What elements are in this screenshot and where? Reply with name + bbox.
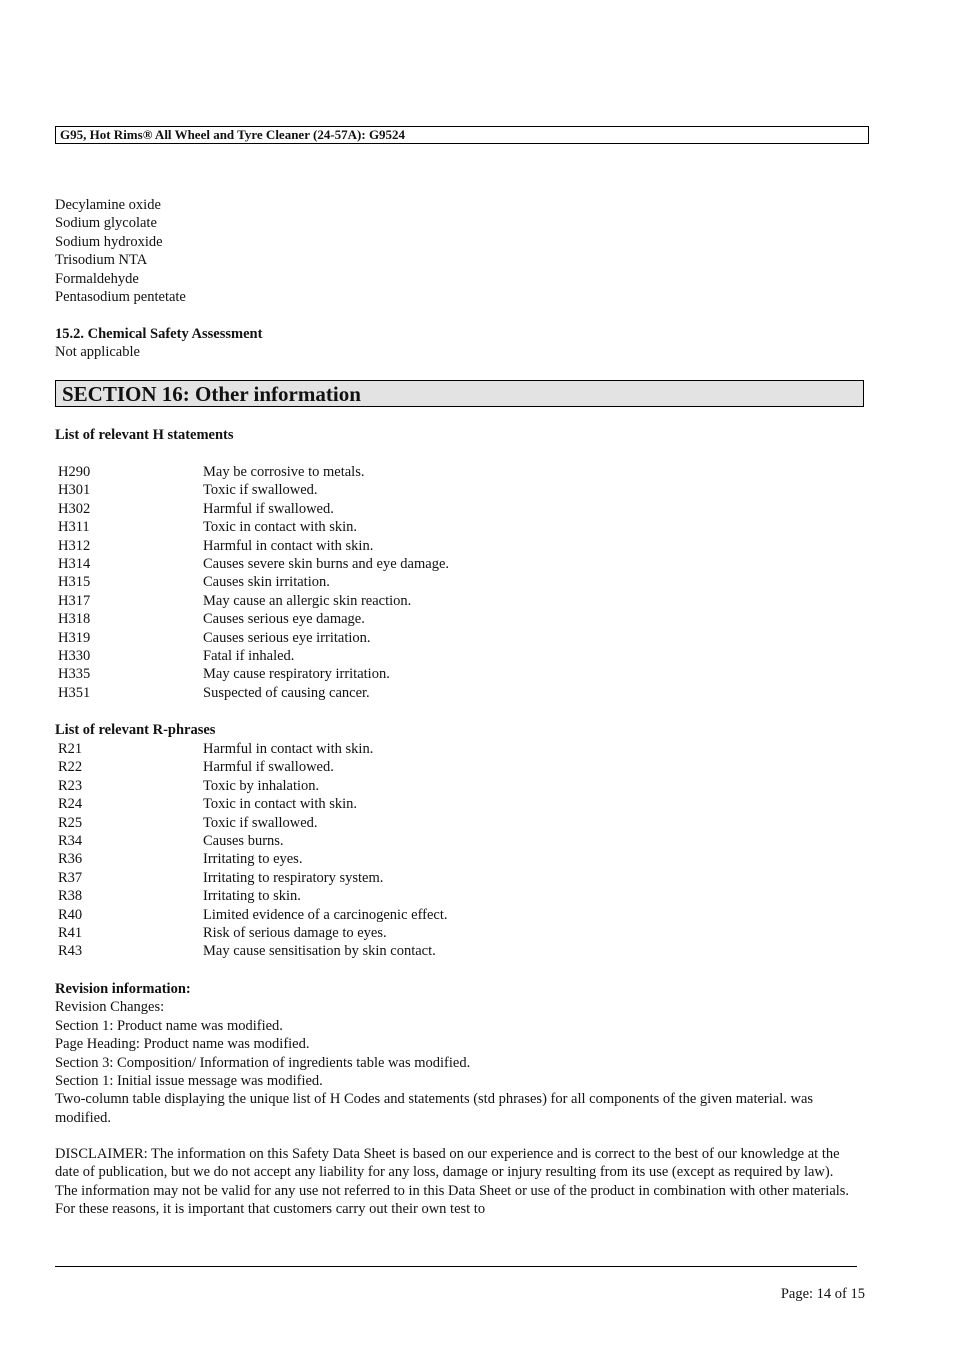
- table-row: [58, 869, 448, 887]
- h-code: H319: [58, 629, 91, 646]
- h-code: H318: [58, 611, 91, 628]
- r-code: R21: [58, 741, 83, 757]
- r-phrases-table: [58, 740, 448, 961]
- subsection-title: 15.2. Chemical Safety Assessment: [55, 326, 263, 342]
- h-statements-title: List of relevant H statements: [55, 427, 234, 443]
- h-text: Causes serious eye damage.: [203, 611, 365, 628]
- table-row: [58, 850, 448, 868]
- r-text: Harmful in contact with skin.: [203, 741, 374, 757]
- r-code: R38: [58, 888, 83, 905]
- r-code: R43: [58, 943, 83, 960]
- table-row: [58, 832, 448, 850]
- h-text: Fatal if inhaled.: [203, 648, 295, 665]
- table-row: [58, 463, 449, 481]
- r-text: Limited evidence of a carcinogenic effect.: [203, 906, 448, 923]
- footer-divider: [55, 1266, 857, 1267]
- r-text: Irritating to eyes.: [203, 851, 303, 868]
- r-text: Toxic in contact with skin.: [203, 796, 358, 813]
- h-text: Causes serious eye irritation.: [203, 629, 371, 646]
- ingredient-item: Pentasodium pentetate: [55, 289, 186, 306]
- h-code: H317: [58, 592, 91, 609]
- table-row: [58, 777, 448, 795]
- table-row: [58, 610, 449, 628]
- r-code: R37: [58, 869, 83, 886]
- ingredient-item: Sodium hydroxide: [55, 233, 163, 250]
- table-row: [58, 573, 449, 591]
- page-number: Page: 14 of 15: [780, 1286, 865, 1302]
- table-row: [58, 740, 448, 758]
- table-row: [58, 629, 449, 647]
- r-text: May cause sensitisation by skin contact.: [203, 943, 436, 960]
- h-text: Toxic if swallowed.: [203, 482, 318, 499]
- r-code: R36: [58, 851, 83, 868]
- r-code: R22: [58, 759, 83, 776]
- table-row: [58, 814, 448, 832]
- section-16-heading: SECTION 16: Other information: [55, 380, 864, 407]
- h-text: Harmful in contact with skin.: [203, 537, 374, 554]
- h-statements-table: [58, 463, 449, 702]
- revision-line: Section 1: Initial issue message was modified.: [55, 1073, 323, 1090]
- table-row: [58, 555, 449, 573]
- table-row: [58, 665, 449, 683]
- r-code: R25: [58, 814, 83, 831]
- h-code: H315: [58, 574, 91, 591]
- h-code: H351: [58, 684, 91, 701]
- h-text: Toxic in contact with skin.: [203, 519, 358, 536]
- table-row: [58, 592, 449, 610]
- h-code: H290: [58, 464, 91, 480]
- revision-line: Page Heading: Product name was modified.: [55, 1036, 310, 1053]
- subsection-value: Not applicable: [55, 344, 140, 361]
- h-text: Causes severe skin burns and eye damage.: [203, 556, 450, 573]
- revision-title: Revision information:: [55, 981, 191, 997]
- r-text: Toxic if swallowed.: [203, 814, 318, 831]
- r-code: R40: [58, 906, 83, 923]
- r-text: Harmful if swallowed.: [203, 759, 334, 776]
- table-row: [58, 887, 448, 905]
- ingredient-item: Decylamine oxide: [55, 197, 161, 213]
- ingredient-list: [55, 196, 186, 306]
- table-row: [58, 758, 448, 776]
- r-text: Irritating to skin.: [203, 888, 301, 905]
- h-text: May cause respiratory irritation.: [203, 666, 390, 683]
- r-text: Irritating to respiratory system.: [203, 869, 384, 886]
- h-code: H312: [58, 537, 91, 554]
- r-text: Causes burns.: [203, 833, 284, 850]
- r-text: Toxic by inhalation.: [203, 777, 320, 794]
- h-text: May cause an allergic skin reaction.: [203, 592, 412, 609]
- r-code: R34: [58, 833, 83, 850]
- h-code: H314: [58, 556, 91, 573]
- revision-line: Two-column table displaying the unique list of H Codes and statements (std phrases) for all components of the given material. was modified.: [55, 1091, 814, 1126]
- r-code: R41: [58, 925, 83, 942]
- revision-line: Section 1: Product name was modified.: [55, 1017, 283, 1034]
- disclaimer-text: DISCLAIMER: The information on this Safety Data Sheet is based on our experience and is correct to the best of our knowledge at the date of publication, but we do not accept any liability for any loss, damage or injury resulting from its use (except as required by law). The information may not be valid for any use not referred to in this Data Sheet or use of the product in combination with other materials. For these reasons, it is important that customers carry out their own test to: [55, 1146, 850, 1218]
- r-text: Risk of serious damage to eyes.: [203, 925, 387, 942]
- h-code: H301: [58, 482, 91, 499]
- table-row: [58, 795, 448, 813]
- table-row: [58, 500, 449, 518]
- h-text: Harmful if swallowed.: [203, 500, 334, 517]
- h-code: H330: [58, 648, 91, 665]
- table-row: [58, 684, 449, 702]
- document-header: G95, Hot Rims® All Wheel and Tyre Cleaner (24-57A): G9524: [55, 126, 869, 144]
- table-row: [58, 647, 449, 665]
- table-row: [58, 518, 449, 536]
- h-text: Causes skin irritation.: [203, 574, 330, 591]
- ingredient-item: Sodium glycolate: [55, 215, 157, 232]
- revision-information: [55, 980, 855, 1127]
- chemical-safety-assessment: [55, 325, 262, 362]
- table-row: [58, 942, 448, 960]
- h-text: May be corrosive to metals.: [203, 464, 365, 480]
- ingredient-item: Formaldehyde: [55, 270, 139, 287]
- table-row: [58, 537, 449, 555]
- table-row: [58, 924, 448, 942]
- r-phrases-title: List of relevant R-phrases: [55, 722, 216, 738]
- r-code: R24: [58, 796, 83, 813]
- table-row: [58, 906, 448, 924]
- revision-line: Revision Changes:: [55, 999, 165, 1016]
- h-code: H335: [58, 666, 91, 683]
- r-code: R23: [58, 777, 83, 794]
- table-row: [58, 481, 449, 499]
- ingredient-item: Trisodium NTA: [55, 252, 148, 269]
- h-text: Suspected of causing cancer.: [203, 684, 370, 701]
- h-code: H302: [58, 500, 91, 517]
- revision-line: Section 3: Composition/ Information of ingredients table was modified.: [55, 1054, 471, 1071]
- h-code: H311: [58, 519, 90, 536]
